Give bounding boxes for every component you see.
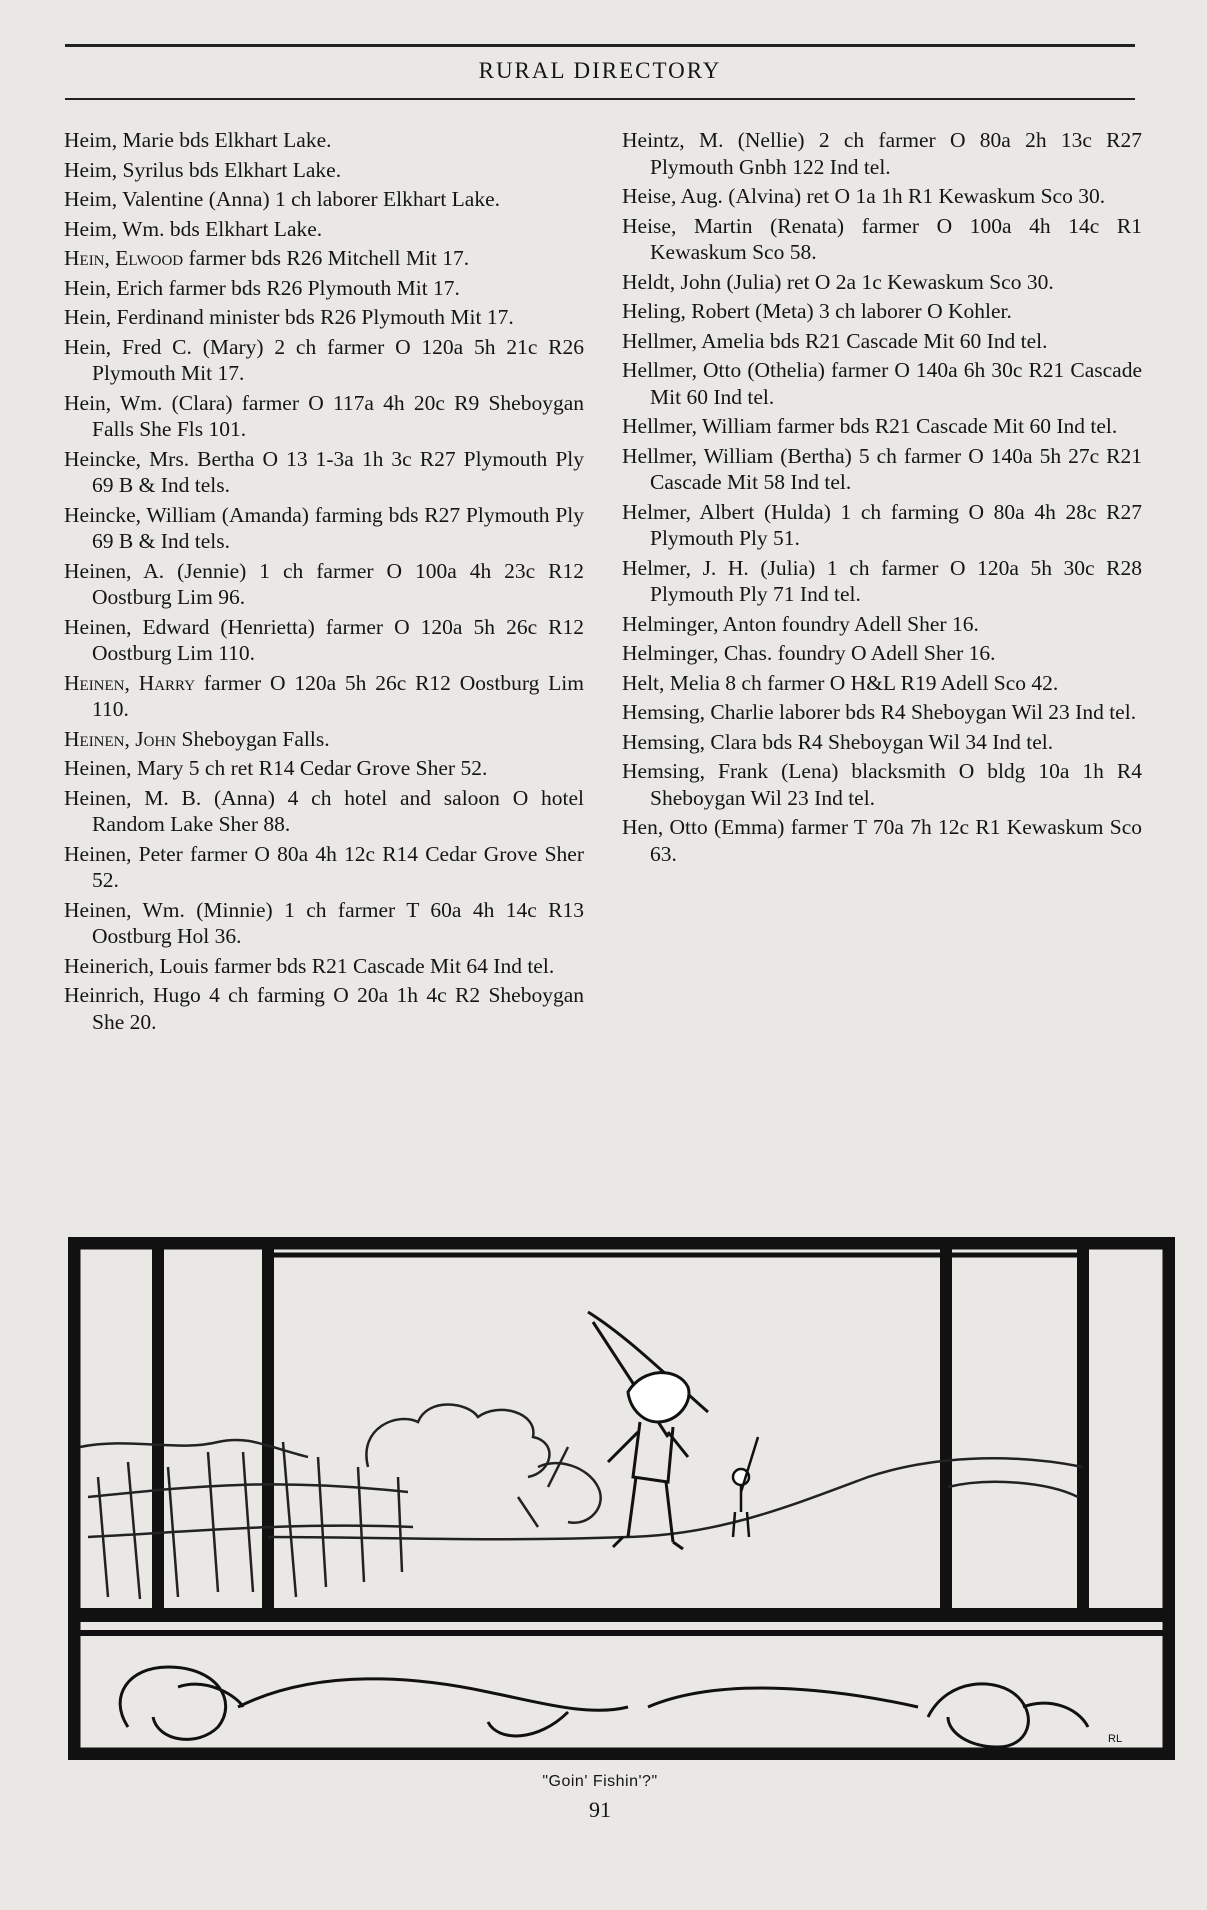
entry-details: Hugo 4 ch farming O 20a 1h 4c R2 Sheboygan She 20. [92,983,584,1034]
entry-name: Heise, [622,213,677,238]
directory-entry [64,446,584,499]
entry-name: Heintz, [622,128,685,152]
entry-details: Frank (Lena) blacksmith O bldg 10a 1h R4 Sheboygan Wil 23 Ind tel. [650,759,1142,810]
entry-details: Ferdinand minister bds R26 Plymouth Mit 17. [111,305,514,329]
entry-name: Heinen, [64,756,132,780]
right-column [622,127,1142,870]
entry-name: Heim, [64,128,118,152]
directory-entry [64,127,584,154]
directory-entry [622,814,1142,867]
entry-details: M. B. (Anna) 4 ch hotel and saloon O hotel Random Lake Sher 88. [92,785,584,836]
entry-name: Helmer, [622,499,691,524]
entry-details: Peter farmer O 80a 4h 12c R14 Cedar Grove Sher 52. [92,841,584,892]
entry-name: Hellmer, [622,443,697,468]
directory-entry [64,726,584,753]
entry-details: Melia 8 ch farmer O H&L R19 Adell Sco 42. [664,670,1059,695]
entry-details: Syrilus bds Elkhart Lake. [117,157,342,182]
entry-name: Helminger, [622,611,719,636]
entry-name: Heincke, [64,446,142,471]
header-rule [65,98,1135,100]
entry-name: Helmer, [622,555,691,580]
directory-entry [622,213,1142,266]
directory-entry [64,755,584,782]
illustration-signature: RL [1108,1733,1123,1745]
directory-entry [622,328,1142,355]
entry-details: Otto (Emma) farmer T 70a 7h 12c R1 Kewaskum Sco 63. [650,815,1142,866]
directory-entry [64,558,584,611]
entry-name: Hein, [64,334,112,359]
directory-entry [622,555,1142,608]
entry-details: Wm. (Clara) farmer O 117a 4h 20c R9 Sheboygan Falls She Fls 101. [92,390,584,441]
entry-details: M. (Nellie) 2 ch farmer O 80a 2h 13c R27 Plymouth Gnbh 122 Ind tel. [650,128,1142,179]
entry-details: Louis farmer bds R21 Cascade Mit 64 Ind tel. [154,953,555,978]
directory-entry [64,157,584,184]
entry-details: Amelia bds R21 Cascade Mit 60 Ind tel. [696,328,1048,353]
page-number: 91 [589,1797,611,1822]
entry-name: Hemsing, [622,700,706,724]
entry-name: Heinen, [64,841,132,866]
entry-details: Albert (Hulda) 1 ch farming O 80a 4h 28c R27 Plymouth Ply 51. [650,499,1142,550]
entry-details: William (Bertha) 5 ch farmer O 140a 5h 27c R21 Cascade Mit 58 Ind tel. [650,443,1142,494]
entry-details: Fred C. (Mary) 2 ch farmer O 120a 5h 21c R26 Plymouth Mit 17. [92,334,584,385]
entry-details: William (Amanda) farming bds R27 Plymouth Ply 69 B & Ind tels. [92,502,584,553]
fishing-illustration [68,1237,1175,1760]
entry-name: Hein, [64,275,112,300]
entry-details: Chas. foundry O Adell Sher 16. [718,641,996,665]
directory-entry [64,841,584,894]
directory-entry [64,785,584,838]
entry-name: Hemsing, [622,729,706,754]
entry-name: Hen, [622,815,664,839]
directory-entry [64,334,584,387]
entry-name: Heinen, [64,897,132,922]
entry-details: Wm. (Minnie) 1 ch farmer T 60a 4h 14c R13 Oostburg Hol 36. [92,897,584,948]
directory-entry [64,953,584,980]
entry-details: farmer O 120a 5h 26c R12 Oostburg Lim 110. [92,670,584,721]
directory-entry [622,611,1142,638]
entry-details: Anton foundry Adell Sher 16. [718,611,979,636]
top-rule [65,44,1135,47]
directory-entry [64,216,584,243]
directory-entry [64,186,584,213]
entry-name: Hein, [64,390,112,415]
entry-name: Hein, Elwood [64,246,184,270]
directory-entry [622,127,1142,180]
entry-details: Sheboygan Falls. [176,726,330,751]
page-header: RURAL DIRECTORY [478,58,722,83]
entry-details: Charlie laborer bds R4 Sheboygan Wil 23 Ind tel. [705,700,1137,724]
directory-entry [64,304,584,331]
directory-entry [622,298,1142,325]
directory-entry [622,183,1142,210]
entry-name: Hein, [64,305,112,329]
entry-name: Heinerich, [64,953,155,978]
entry-details: John (Julia) ret O 2a 1c Kewaskum Sco 30. [675,269,1054,294]
directory-entry [64,982,584,1035]
entry-details: A. (Jennie) 1 ch farmer O 100a 4h 23c R12 Oostburg Lim 96. [92,558,584,609]
directory-entry [622,269,1142,296]
entry-details: Aug. (Alvina) ret O 1a 1h R1 Kewaskum Sco 30. [676,184,1106,208]
directory-entry [622,357,1142,410]
entry-details: Mary 5 ch ret R14 Cedar Grove Sher 52. [131,756,488,780]
entry-details: Marie bds Elkhart Lake. [117,128,332,152]
entry-details: Wm. bds Elkhart Lake. [117,216,323,241]
entry-details: Clara bds R4 Sheboygan Wil 34 Ind tel. [705,729,1054,754]
entry-details: J. H. (Julia) 1 ch farmer O 120a 5h 30c R28 Plymouth Ply 71 Ind tel. [650,555,1142,606]
entry-name: Heinrich, [64,983,145,1007]
entry-name: Heim, [64,216,118,241]
entry-name: Heling, [622,299,686,323]
entry-details: farmer bds R26 Mitchell Mit 17. [183,246,470,270]
entry-name: Hellmer, [622,414,697,438]
directory-entry [64,502,584,555]
directory-entry [64,897,584,950]
directory-entry [622,640,1142,667]
directory-entry [622,729,1142,756]
entry-name: Heim, [64,157,118,182]
left-column [64,127,584,1038]
entry-name: Helt, [622,670,665,695]
entry-details: Robert (Meta) 3 ch laborer O Kohler. [685,299,1012,323]
entry-name: Heinen, John [64,726,177,751]
directory-entry [622,699,1142,726]
directory-entry [622,413,1142,440]
entry-details: Martin (Renata) farmer O 100a 4h 14c R1 Kewaskum Sco 58. [650,213,1142,264]
directory-entry [622,670,1142,697]
entry-name: Hemsing, [622,759,706,783]
entry-details: Valentine (Anna) 1 ch laborer Elkhart Lake. [117,187,501,211]
directory-entry [64,390,584,443]
entry-name: Helminger, [622,641,719,665]
entry-details: William farmer bds R21 Cascade Mit 60 Ind tel. [696,414,1118,438]
directory-entry [64,614,584,667]
directory-entry [64,670,584,723]
entry-name: Heinen, Harry [64,670,196,695]
entry-name: Heise, [622,184,677,208]
entry-name: Heinen, [64,558,132,583]
entry-name: Hellmer, [622,328,697,353]
entry-name: Heim, [64,187,118,211]
entry-details: Erich farmer bds R26 Plymouth Mit 17. [111,275,460,300]
entry-details: Edward (Henrietta) farmer O 120a 5h 26c R12 Oostburg Lim 110. [92,614,584,665]
directory-entry [622,443,1142,496]
entry-name: Heldt, [622,269,676,294]
entry-name: Heincke, [64,502,142,527]
directory-entry [64,245,584,272]
entry-name: Hellmer, [622,358,697,382]
entry-details: Mrs. Bertha O 13 1-3a 1h 3c R27 Plymouth Ply 69 B & Ind tels. [92,446,584,497]
directory-entry [622,758,1142,811]
entry-name: Heinen, [64,614,132,639]
directory-entry [622,499,1142,552]
entry-name: Heinen, [64,785,132,810]
illustration-caption: "Goin' Fishin'?" [542,1773,658,1790]
directory-entry [64,275,584,302]
entry-details: Otto (Othelia) farmer O 140a 6h 30c R21 Cascade Mit 60 Ind tel. [650,358,1142,409]
